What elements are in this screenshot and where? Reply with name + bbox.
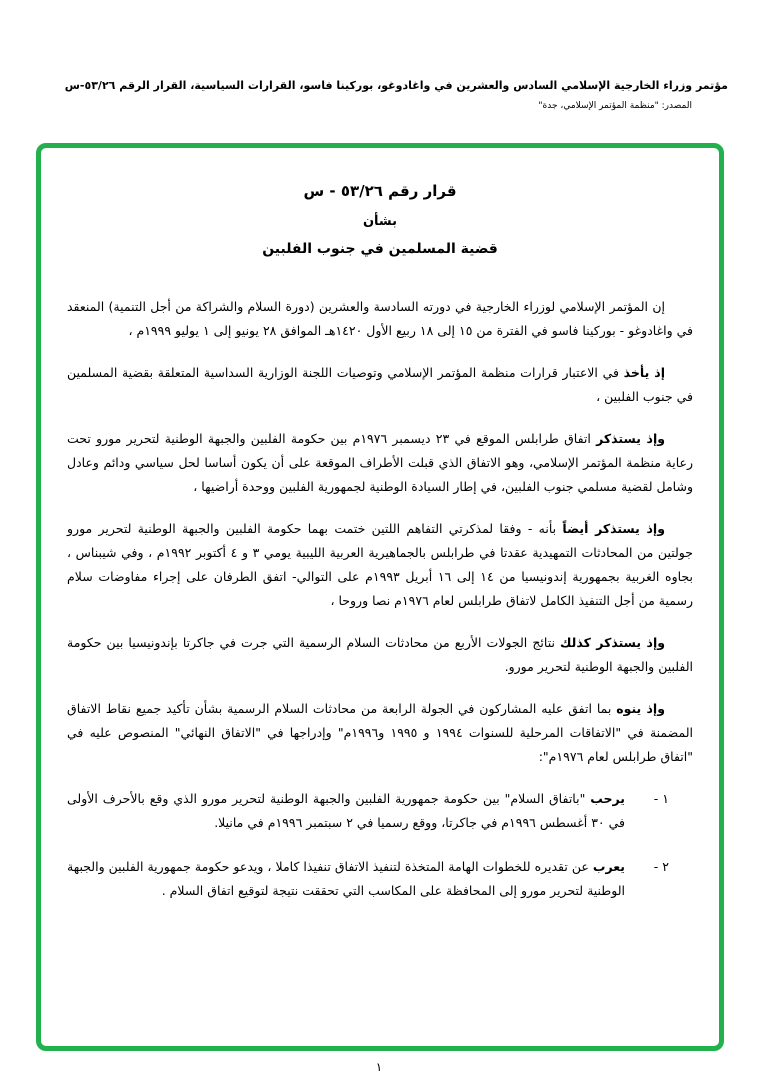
item-number: ١ - <box>653 791 669 806</box>
paragraphs-container <box>67 295 693 769</box>
document-header <box>30 78 728 111</box>
numbered-item <box>67 787 693 835</box>
paragraph-lead: وإذ ينوه <box>616 701 665 716</box>
paragraph: وإذ يستذكر اتفاق طرابلس الموقع في ٢٣ ديسمبر ١٩٧٦م بين حكومة الفلبين والجبهة الوطنية لتحرير مورو تحت رعاية منظمة المؤتمر الإسلامي، وهو الاتفاق الذي قبلت الأطراف الموقعة على أن يكون أساسا لحل سياسي ودائم وعادل وشامل لقضية مسلمي جنوب الفلبين، في إطار السيادة الوطنية لجمهورية الفلبين ووحدة أراضيها ، <box>67 431 693 494</box>
resolution-body <box>67 295 693 903</box>
item-text: يعرب عن تقديره للخطوات الهامة المتخذة لتنفيذ الاتفاق تنفيذا كاملا ، ويدعو حكومة جمهورية الفلبين والجبهة الوطنية لتحرير مورو إلى المحافظة على المكاسب التي تحققت نتيجة لتوقيع اتفاق السلام . <box>67 859 625 898</box>
page-number: ١ <box>375 1060 383 1074</box>
item-lead: يعرب <box>592 859 625 874</box>
resolution-subject-title: قضية المسلمين في جنوب الفلبين <box>262 241 498 257</box>
numbered-item <box>67 855 693 903</box>
header-citation: مؤتمر وزراء الخارجية الإسلامي السادس والعشرين في واغادوغو، بوركينا فاسو، القرارات السياسية، القرار الرقم ٥٣/٢٦-س <box>64 79 728 92</box>
numbered-list <box>67 787 693 903</box>
resolution-subject-label: بشأن <box>362 214 398 229</box>
header-source: المصدر: "منظمة المؤتمر الإسلامي، جدة" <box>538 100 692 111</box>
resolution-frame <box>36 143 724 1051</box>
paragraph: وإذ يستذكر أيضاً بأنه - وفقا لمذكرتي التفاهم اللتين ختمت بهما حكومة الفلبين والجبهة الوطنية لتحرير مورو جولتين من المحادثات التمهيدية عقدتا في طرابلس بالجماهيرية العربية الليبية يومي ٣ و ٤ أكتوبر ١٩٩٢م ، وفي شيبناس ، بجاوه الغربية بجمهورية إندونيسيا من ١٤ إلى ١٦ أبريل ١٩٩٣م على التوالي- اتفق الطرفان على إجراء مفاوضات سلام رسمية من أجل التنفيذ الكامل لاتفاق طرابلس لعام ١٩٧٦م نصا وروحا ، <box>67 521 693 608</box>
paragraph: إن المؤتمر الإسلامي لوزراء الخارجية في دورته السادسة والعشرين (دورة السلام والشراكة من أجل التنمية) المنعقد في واغادوغو - بوركينا فاسو في الفترة من ١٥ إلى ١٨ ربيع الأول ١٤٢٠هـ الموافق ٢٨ يونيو إلى ١ يوليو ١٩٩٩م ، <box>67 299 693 338</box>
resolution-number-title: قرار رقم ٥٣/٢٦ - س <box>303 182 457 200</box>
paragraph: وإذ ينوه بما اتفق عليه المشاركون في الجولة الرابعة من محادثات السلام الرسمية بشأن تأكيد جميع نقاط الاتفاق المضمنة في "الاتفاقات المرحلية للسنوات ١٩٩٤ و ١٩٩٥ و١٩٩٦م" وإدراجها في "الاتفاق النهائي" المنصوص عليه في "اتفاق طرابلس لعام ١٩٧٦م": <box>67 701 694 764</box>
paragraph-lead: وإذ يستذكر أيضاً <box>562 521 665 536</box>
resolution-title-block <box>67 182 693 257</box>
paragraph: إذ يأخذ في الاعتبار قرارات منظمة المؤتمر الإسلامي وتوصيات اللجنة الوزارية السداسية المتعلقة بقضية المسلمين في جنوب الفلبين ، <box>67 365 693 404</box>
paragraph: وإذ يستذكر كذلك نتائج الجولات الأربع من محادثات السلام الرسمية التي جرت في جاكرتا بإندونيسيا بين حكومة الفلبين والجبهة الوطنية لتحرير مورو. <box>67 635 693 674</box>
item-number: ٢ - <box>653 859 669 874</box>
item-text: يرحب "باتفاق السلام" بين حكومة جمهورية الفلبين والجبهة الوطنية لتحرير مورو الذي وقع بالأحرف الأولى في ٣٠ أغسطس ١٩٩٦م في جاكرتا، ووقع رسميا في ٢ سبتمبر ١٩٩٦م في مانيلا. <box>67 791 625 830</box>
paragraph-lead: إذ يأخذ <box>623 365 665 380</box>
item-lead: يرحب <box>590 791 625 806</box>
paragraph-lead: وإذ يستذكر <box>596 431 666 446</box>
paragraph-lead: وإذ يستذكر كذلك <box>560 635 666 650</box>
